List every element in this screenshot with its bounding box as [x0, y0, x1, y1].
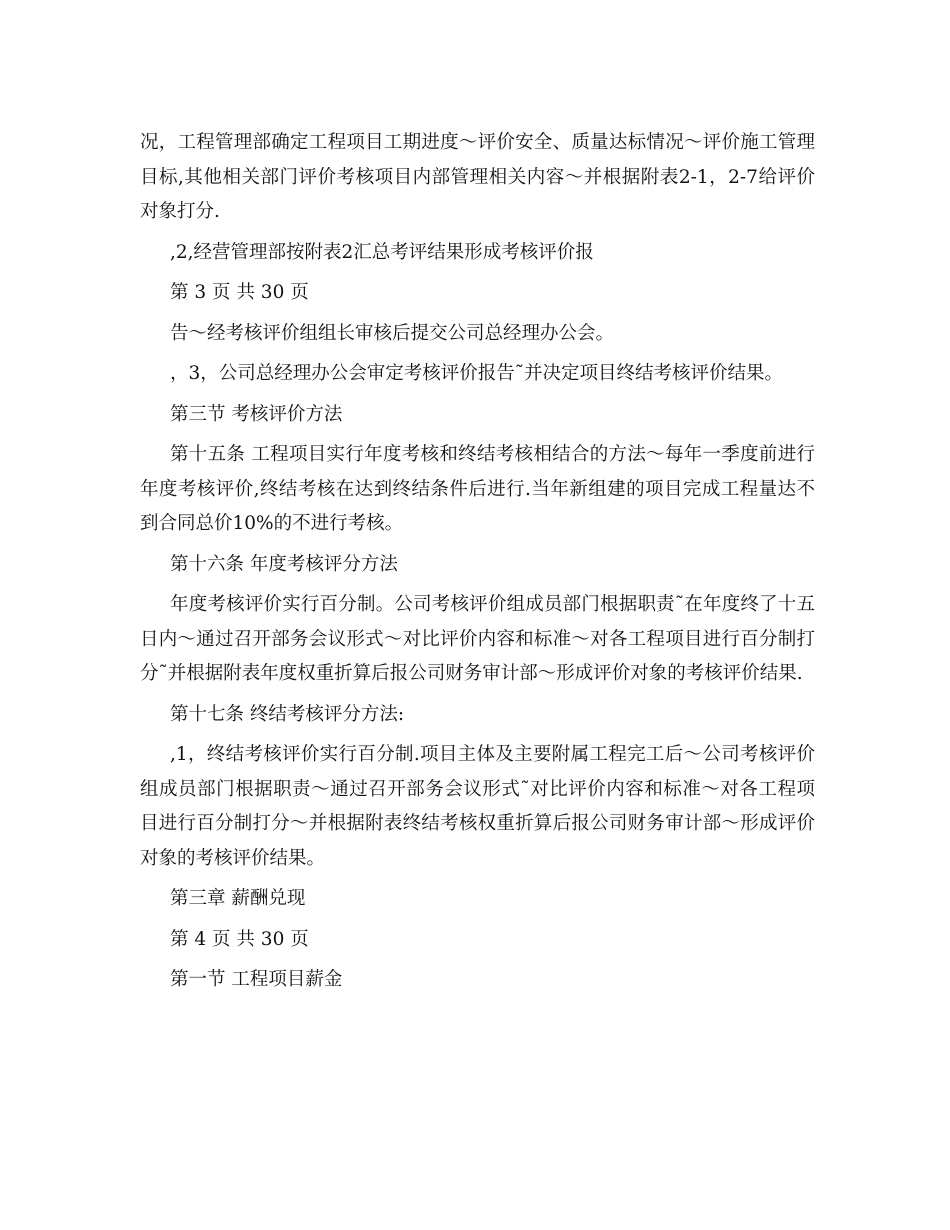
article-heading: 第十七条 终结考核评分方法:: [170, 703, 405, 725]
page-number: 第 4 页 共 30 页: [170, 928, 309, 950]
document-page: [140, 126, 815, 998]
paragraph: ，3，公司总经理办公会审定考核评价报告˜并决定项目终结考核评价结果。: [170, 363, 784, 384]
article-heading: 第十六条 年度考核评分方法: [170, 553, 398, 575]
chapter-heading: 第三章 薪酬兑现: [170, 888, 306, 909]
paragraph: 况，工程管理部确定工程项目工期进度～评价安全、质量达标情况～评价施工管理目标,其他相关部门评价考核项目内部管理相关内容～并根据附表2-1，2-7给评价对象打分.: [140, 132, 815, 222]
section-heading: 第三节 考核评价方法: [170, 403, 343, 425]
paragraph: ,1，终结考核评价实行百分制.项目主体及主要附属工程完工后～公司考核评价组成员部门根据职责～通过召开部务会议形式˜对比评价内容和标准～对各工程项目进行百分制打分～并根据附表终结考核权重折算后报公司财务审计部～形成评价对象的考核评价结果。: [140, 744, 815, 869]
page-number: 第 3 页 共 30 页: [170, 282, 309, 303]
paragraph: ,2,经营管理部按附表2汇总考评结果形成考核评价报: [170, 241, 594, 263]
paragraph: 告～经考核评价组组长审核后提交公司总经理办公会。: [170, 322, 615, 344]
paragraph: 年度考核评价实行百分制。公司考核评价组成员部门根据职责˜在年度终了十五日内～通过召开部务会议形式～对比评价内容和标准～对各工程项目进行百分制打分˜并根据附表年度权重折算后报公司财务审计部～形成评价对象的考核评价结果.: [140, 594, 815, 684]
section-heading: 第一节 工程项目薪金: [170, 969, 343, 990]
article-paragraph: 第十五条 工程项目实行年度考核和终结考核相结合的方法～每年一季度前进行年度考核评价,终结考核在达到终结条件后进行.当年新组建的项目完成工程量达不到合同总价10%的不进行考核。: [140, 444, 815, 534]
